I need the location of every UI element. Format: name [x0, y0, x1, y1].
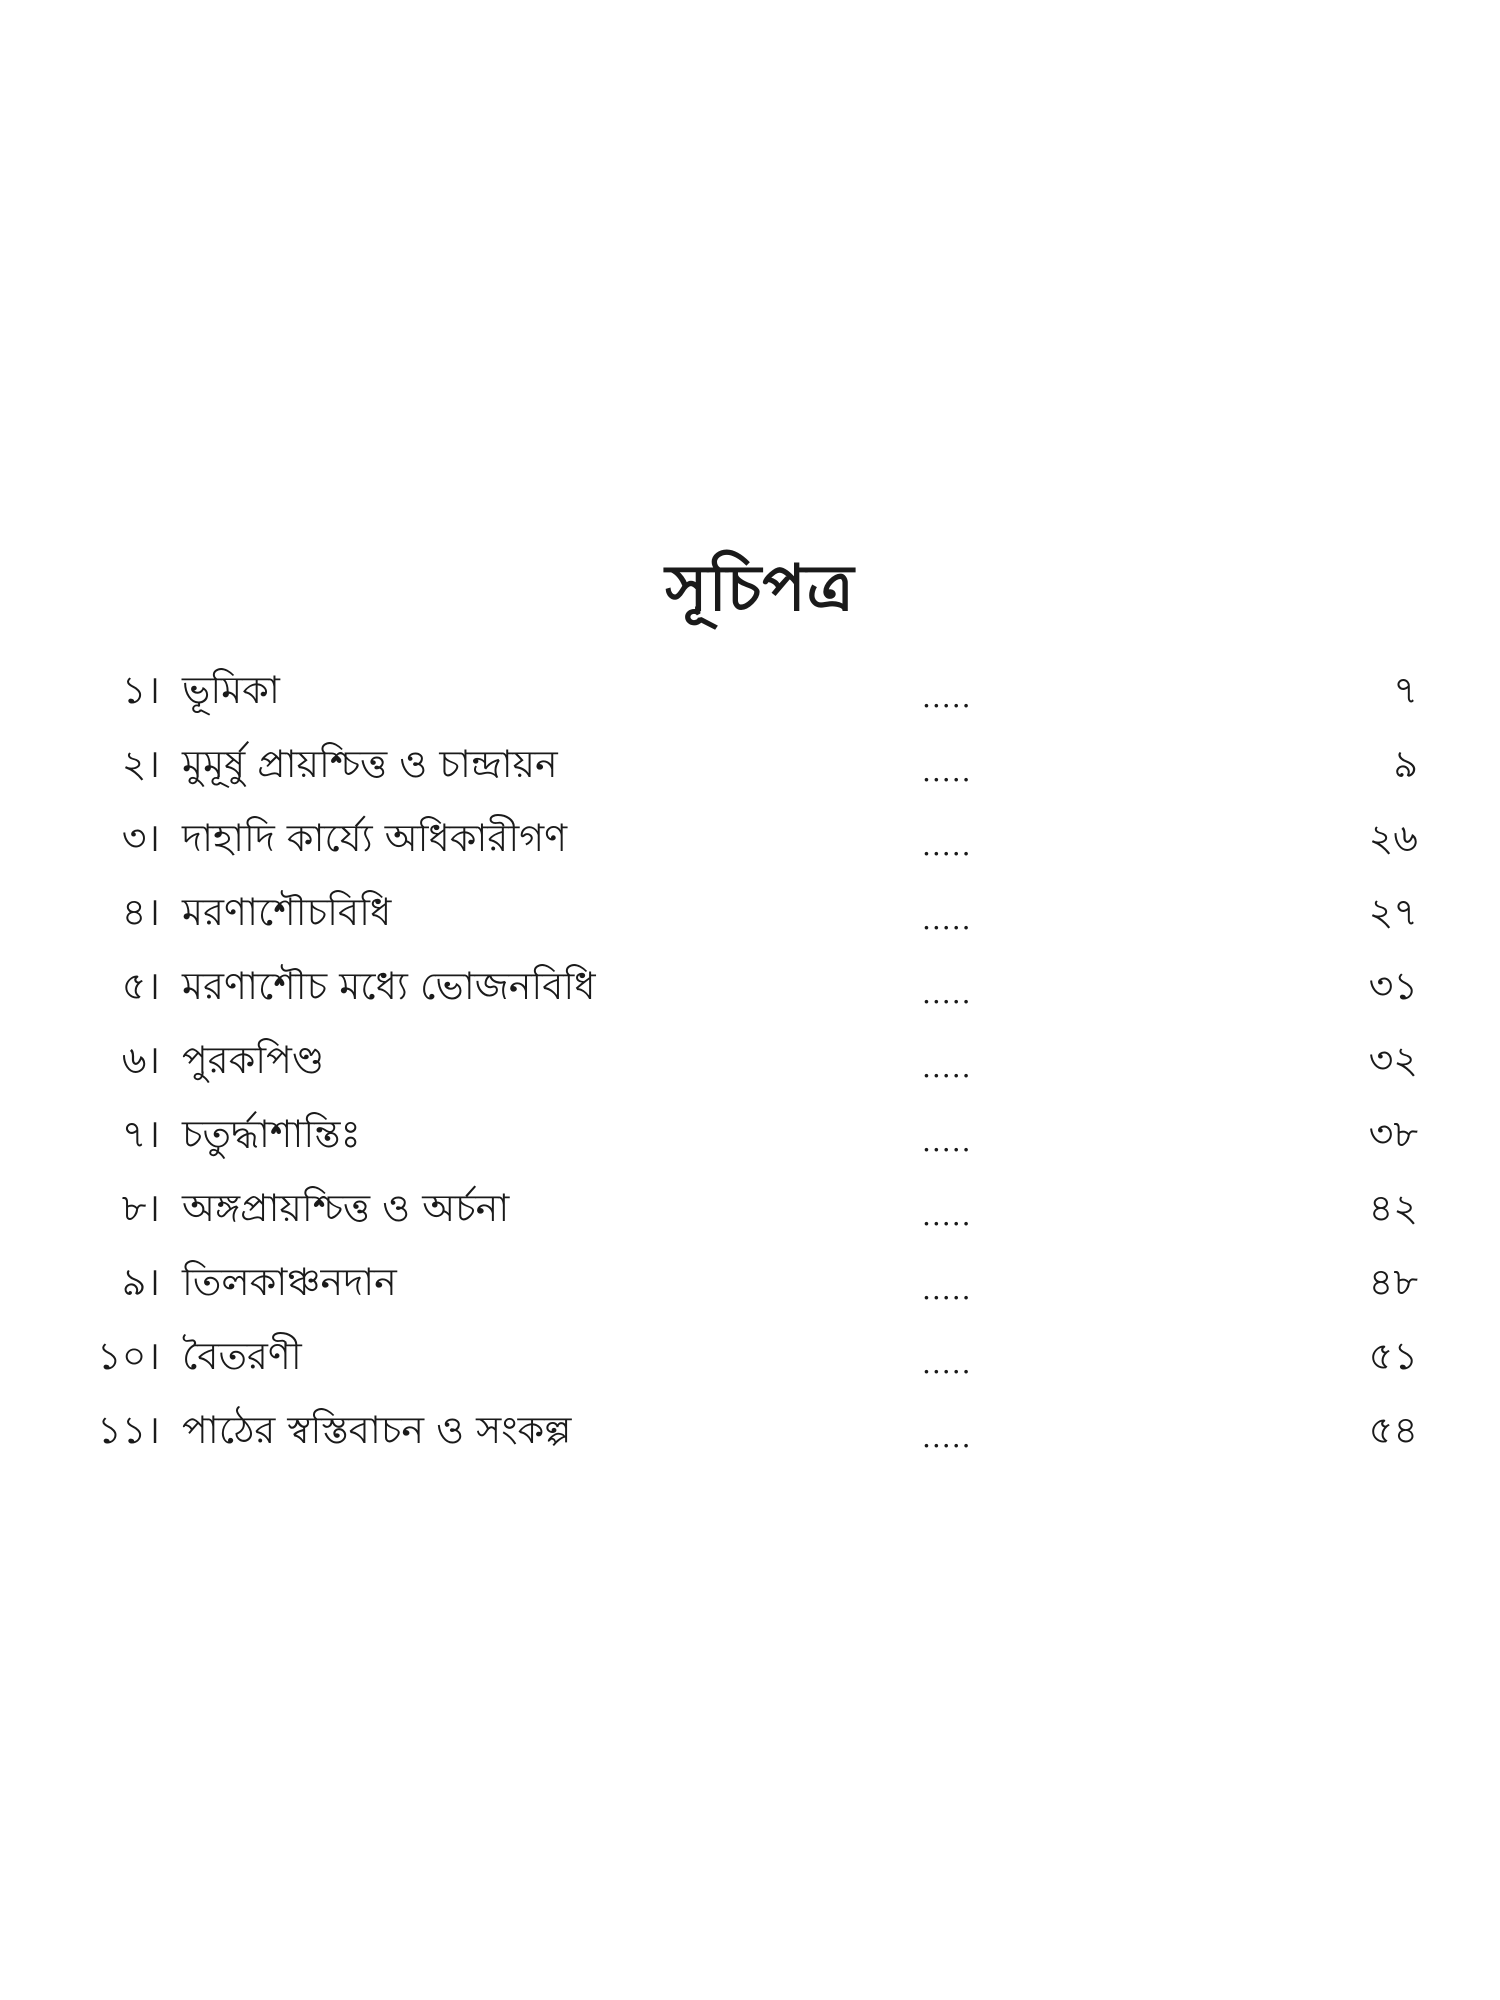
- toc-entry-title: মরণাশৌচ মধ্যে ভোজনবিধি: [182, 964, 596, 1008]
- toc-entry-title: অঙ্গপ্রায়শ্চিত্ত ও অর্চনা: [182, 1186, 510, 1230]
- toc-entry-leader: .....: [922, 1347, 972, 1380]
- toc-entry-title: পাঠের স্বস্তিবাচন ও সংকল্প: [182, 1408, 572, 1452]
- toc-entry: [0, 660, 1500, 734]
- toc-entry-page: ৫৪: [1368, 1408, 1418, 1452]
- toc-entry-number: ১।: [121, 668, 160, 712]
- toc-entry-leader: .....: [922, 1421, 972, 1454]
- toc-entry-title: বৈতরণী: [182, 1334, 302, 1378]
- toc-entry: [0, 882, 1500, 956]
- toc-entry-title: তিলকাঞ্চনদান: [182, 1260, 397, 1304]
- toc-entry-number: ১১।: [97, 1408, 160, 1452]
- toc-entry-title: চতুর্দ্ধাশান্তিঃ: [182, 1112, 361, 1156]
- toc-entry: [0, 1178, 1500, 1252]
- toc-entry: [0, 808, 1500, 882]
- toc-entry-title: পুরকপিণ্ড: [182, 1038, 325, 1082]
- toc-entry-page: ৩১: [1368, 964, 1418, 1008]
- toc-entry-leader: .....: [922, 1273, 972, 1306]
- toc-entry-page: ৪৮: [1368, 1260, 1418, 1304]
- toc-entry-number: ৫।: [121, 964, 160, 1008]
- toc-entry-page: ২৭: [1368, 890, 1418, 934]
- toc-entry-number: ৭।: [121, 1112, 160, 1156]
- toc-entry-number: ৩।: [121, 816, 160, 860]
- toc-entry: [0, 1252, 1500, 1326]
- toc-entry-title: মুমূর্ষু প্রায়শ্চিত্ত ও চান্দ্রায়ন: [182, 742, 558, 786]
- toc-entry-page: ৭: [1393, 668, 1418, 712]
- toc-entry: [0, 1030, 1500, 1104]
- toc-entry-page: ৩৮: [1368, 1112, 1418, 1156]
- toc-entry-leader: .....: [922, 1125, 972, 1158]
- toc-entry-title: ভূমিকা: [182, 668, 280, 712]
- toc-entry-number: ৬।: [121, 1038, 160, 1082]
- toc-entry-number: ১০।: [97, 1334, 160, 1378]
- toc-entry-number: ৯।: [121, 1260, 160, 1304]
- toc-entry-page: ৯: [1393, 742, 1418, 786]
- toc-entry-leader: .....: [922, 977, 972, 1010]
- toc-entry: [0, 734, 1500, 808]
- toc-entry-title: মরণাশৌচবিধি: [182, 890, 392, 934]
- toc-entry-number: ২।: [121, 742, 160, 786]
- toc-entry-page: ৪২: [1368, 1186, 1418, 1230]
- toc-entry: [0, 1326, 1500, 1400]
- toc-entry-leader: .....: [922, 1199, 972, 1232]
- toc-entry-page: ৫১: [1368, 1334, 1418, 1378]
- toc-entry-leader: .....: [922, 755, 972, 788]
- toc-entry-leader: .....: [922, 681, 972, 714]
- toc-entry: [0, 1400, 1500, 1474]
- toc-entry-number: ৪।: [121, 890, 160, 934]
- table-of-contents: [0, 660, 1500, 1474]
- page-title: সূচিপত্র: [665, 551, 855, 626]
- toc-entry-number: ৮।: [121, 1186, 160, 1230]
- toc-entry-page: ৩২: [1368, 1038, 1418, 1082]
- toc-entry-page: ২৬: [1368, 816, 1418, 860]
- toc-entry-leader: .....: [922, 903, 972, 936]
- toc-entry-title: দাহাদি কার্য্যে অধিকারীগণ: [182, 816, 568, 860]
- toc-entry-leader: .....: [922, 1051, 972, 1084]
- toc-entry-leader: .....: [922, 829, 972, 862]
- toc-entry: [0, 956, 1500, 1030]
- toc-entry: [0, 1104, 1500, 1178]
